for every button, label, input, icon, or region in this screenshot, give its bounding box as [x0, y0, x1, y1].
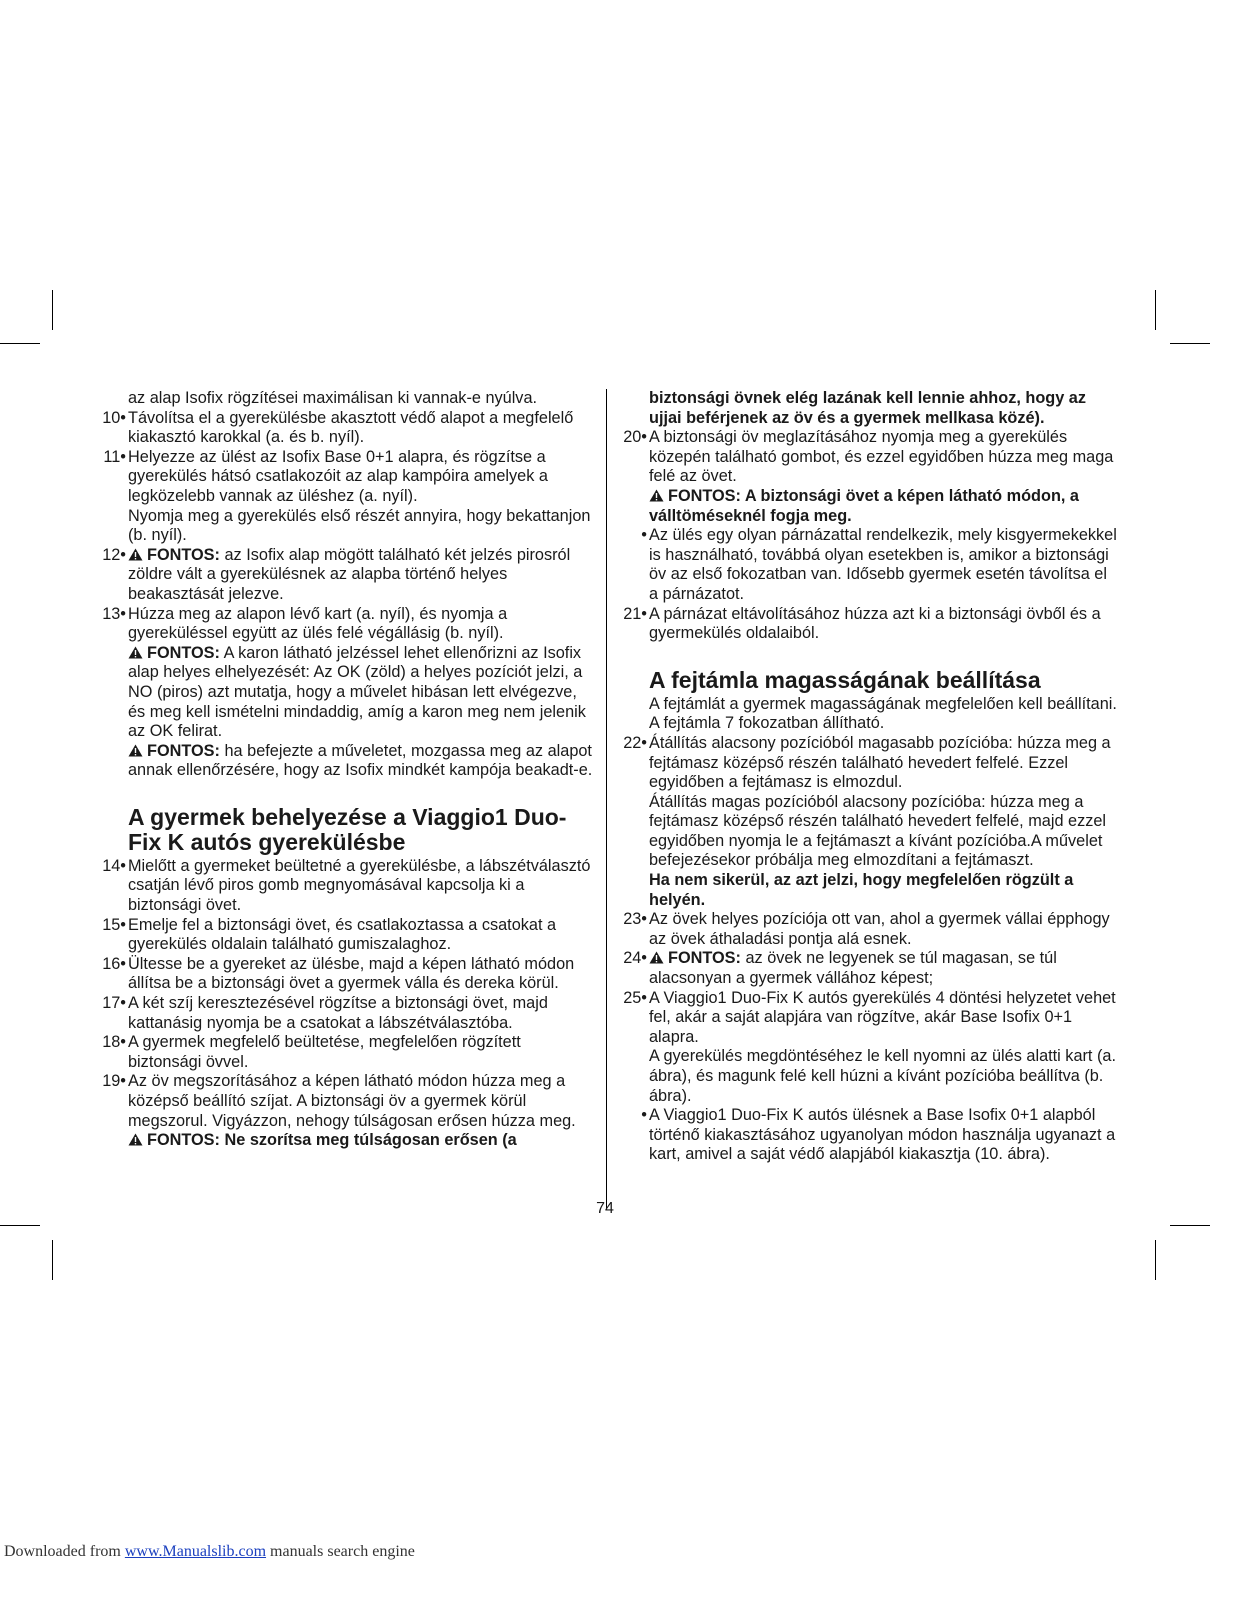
item-number: 23•: [623, 910, 647, 929]
crop-mark: [52, 290, 53, 330]
item-number: 16•: [102, 954, 126, 973]
list-item: [617, 1106, 1117, 1165]
item-text: az övek ne legyenek se túl magasan, se túl alacsonyan a gyermek vállához képest;: [649, 949, 1057, 988]
list-item: [617, 428, 1117, 487]
paragraph: A fejtámlát a gyermek magasságának megfelelően kell beállítani. A fejtámla 7 fokozatban állítható.: [649, 694, 1117, 733]
warning-icon: [128, 646, 143, 659]
item-text: Az ülés egy olyan párnázattal rendelkezik, mely kisgyermekekkel is használható, továbbá olyan esetekben is, amikor a biztonsági öv az első fokozatban van. Idősebb gyermek esetén távolítsa el a párnázatot.: [649, 526, 1117, 603]
warning-paragraph: [96, 644, 596, 742]
warning-label: FONTOS:: [147, 741, 220, 760]
item-number: 15•: [102, 915, 126, 934]
item-number: 12•: [102, 545, 126, 564]
list-item: [96, 546, 596, 605]
crop-mark: [52, 1240, 53, 1280]
bullet: •: [641, 1106, 647, 1125]
item-text: Távolítsa el a gyerekülésbe akasztott védő alapot a megfelelő kiakasztó karokkal (a. és b. nyíl).: [128, 408, 574, 447]
warning-icon: [128, 1133, 143, 1146]
list-item: [96, 857, 596, 916]
item-text: A gyermek megfelelő beültetése, megfelelően rögzített biztonsági övvel.: [128, 1033, 521, 1071]
item-number: 14•: [102, 856, 126, 875]
list-item: [96, 448, 596, 507]
warning-text: FONTOS: Ne szorítsa meg túlságosan erősen (a: [147, 1131, 517, 1150]
list-item: [96, 955, 596, 994]
item-number: 10•: [102, 408, 126, 427]
item-number: 20•: [623, 428, 647, 447]
column-divider: [606, 389, 607, 1210]
list-item: [617, 605, 1117, 644]
crop-mark: [0, 343, 40, 344]
warning-icon: [649, 489, 664, 502]
item-text: A biztonsági öv meglazításához nyomja meg a gyerekülés közepén található gombot, és ezzel egyidőben húzza meg maga felé az övet.: [649, 428, 1114, 486]
crop-mark: [1170, 343, 1210, 344]
warning-icon: [128, 744, 143, 757]
warning-label: FONTOS:: [147, 643, 220, 662]
manualslib-link[interactable]: www.Manualslib.com: [124, 1543, 267, 1560]
warning-paragraph: [96, 1131, 596, 1151]
list-item: [96, 994, 596, 1033]
crop-mark: [1170, 1225, 1210, 1226]
item-number: 17•: [102, 994, 126, 1013]
section-heading: A gyermek behelyezése a Viaggio1 Duo-Fix K autós gyerekülésbe: [128, 803, 567, 855]
list-item: [617, 989, 1117, 1048]
right-column: [617, 389, 1117, 1165]
section-heading: A fejtámla magasságának beállítása: [649, 666, 1041, 693]
list-item: [96, 409, 596, 448]
paragraph: A gyerekülés megdöntéséhez le kell nyomni az ülés alatti kart (a. ábra), és magunk felé kell húzni a kívánt pozícióba beállítva (b. ábra).: [649, 1047, 1116, 1105]
item-text: A Viaggio1 Duo-Fix K autós ülésnek a Base Isofix 0+1 alapból történő kiakasztásához ugyanolyan módon használja ugyanazt a kart, amivel a saját védő alapjából kiakasztja (10. ábra).: [649, 1106, 1116, 1164]
warning-icon: [128, 548, 143, 561]
item-number: 18•: [102, 1033, 126, 1052]
item-text: A két szíj keresztezésével rögzítse a biztonsági övet, majd kattanásig nyomja be a csatokat a lábszétválasztóba.: [128, 994, 548, 1032]
item-text: Ültesse be a gyereket az ülésbe, majd a képen látható módon állítsa be a biztonsági övet a gyermek válla és dereka körül.: [128, 954, 575, 993]
left-column: [96, 389, 596, 1151]
item-number: 21•: [623, 604, 647, 623]
item-text: Átállítás alacsony pozícióból magasabb pozícióba: húzza meg a fejtámasz középső részén található hevedert felfelé. Ezzel egyidőben a fejtámasz is elmozdul.: [649, 733, 1111, 792]
bullet: •: [641, 526, 647, 545]
paragraph: Nyomja meg a gyerekülés első részét annyira, hogy bekattanjon (b. nyíl).: [128, 506, 591, 545]
item-text: A Viaggio1 Duo-Fix K autós gyerekülés 4 döntési helyzetet vehet fel, akár a saját alapjára van rögzítve, akár Base Isofix 0+1 alapra.: [649, 988, 1116, 1046]
list-item: [617, 526, 1117, 604]
item-text: Helyezze az ülést az Isofix Base 0+1 alapra, és rögzítse a gyerekülés hátsó csatlakozóit az alap kampóira amelyek a legközelebb vannak az üléshez (a. nyíl).: [128, 447, 548, 505]
item-number: 22•: [623, 733, 647, 752]
crop-mark: [0, 1225, 40, 1226]
item-number: 19•: [102, 1072, 126, 1091]
footer-prefix: Downloaded from: [4, 1543, 121, 1560]
warning-paragraph: [96, 742, 596, 781]
download-footer: [4, 1543, 415, 1561]
item-text: Húzza meg az alapon lévő kart (a. nyíl), és nyomja a gyereküléssel együtt az ülés felé végállásig (b. nyíl).: [128, 604, 508, 643]
list-item: [96, 1033, 596, 1072]
warning-text: ha befejezte a műveletet, mozgassa meg az alapot annak ellenőrzésére, hogy az Isofix mindkét kampója beakadt-e.: [128, 741, 593, 780]
paragraph: Ha nem sikerül, az azt jelzi, hogy megfelelően rögzült a helyén.: [649, 871, 1074, 909]
item-number: 13•: [102, 604, 126, 623]
warning-icon: [649, 951, 664, 964]
crop-mark: [1155, 1240, 1156, 1280]
list-item: [617, 734, 1117, 793]
list-item: [617, 949, 1117, 988]
crop-mark: [1155, 290, 1156, 330]
warning-label: FONTOS:: [147, 545, 220, 564]
warning-label: FONTOS:: [668, 949, 741, 968]
list-item: [96, 605, 596, 644]
item-text: A párnázat eltávolításához húzza azt ki a biztonsági övből és a gyermekülés oldalaiból.: [649, 604, 1101, 643]
item-text: az Isofix alap mögött található két jelzés pirosról zöldre vált a gyerekülésnek az alapba történő helyes beakasztását jelezve.: [128, 545, 571, 603]
paragraph: Átállítás magas pozícióból alacsony pozícióba: húzza meg a fejtámasz középső részén található hevedert felfelé, majd ezzel egyidőben nyomja le a fejtámaszt a kívánt pozícióba.A művelet befejezésekor próbálja meg elmozdítani a fejtámaszt.: [649, 792, 1107, 870]
list-item: [96, 1072, 596, 1131]
list-item: [96, 916, 596, 955]
warning-text: FONTOS: A biztonsági övet a képen látható módon, a válltöméseknél fogja meg.: [649, 486, 1079, 525]
item-text: Az övek helyes pozíciója ott van, ahol a gyermek vállai épphogy az övek áthaladási pontja alá esnek.: [649, 910, 1110, 948]
list-item: [617, 910, 1117, 949]
warning-text: A karon látható jelzéssel lehet ellenőrizni az Isofix alap helyes elhelyezését: Az OK (zöld) a helyes pozíciót jelzi, a NO (piros) azt mutatja, hogy a művelet hibásan lett elvégezve, és meg kell ismételni mindaddig, amíg a karon meg nem jelenik az OK felirat.: [128, 643, 586, 741]
item-text: Az öv megszorításához a képen látható módon húzza meg a középső beállító szíjat. A biztonsági öv a gyermek körül megszorul. Vigyázzon, nehogy túlságosan erősen húzza meg.: [128, 1072, 576, 1130]
paragraph: biztonsági övnek elég lazának kell lennie ahhoz, hogy az ujjai beférjenek az öv és a gyermek mellkasa közé).: [649, 389, 1086, 427]
item-text: Mielőtt a gyermeket beültetné a gyerekülésbe, a lábszétválasztó csatján lévő piros gomb megnyomásával kapcsolja ki a biztonsági övet.: [128, 856, 591, 915]
paragraph: az alap Isofix rögzítései maximálisan ki vannak-e nyúlva.: [128, 389, 538, 407]
item-text: Emelje fel a biztonsági övet, és csatlakoztassa a csatokat a gyerekülés oldalain található gumiszalaghoz.: [128, 915, 557, 954]
item-number: 25•: [623, 988, 647, 1007]
item-number: 11•: [103, 447, 126, 466]
item-number: 24•: [623, 949, 647, 968]
footer-suffix: manuals search engine: [270, 1543, 415, 1560]
warning-paragraph: [617, 487, 1117, 526]
page-number: 74: [596, 1200, 614, 1217]
